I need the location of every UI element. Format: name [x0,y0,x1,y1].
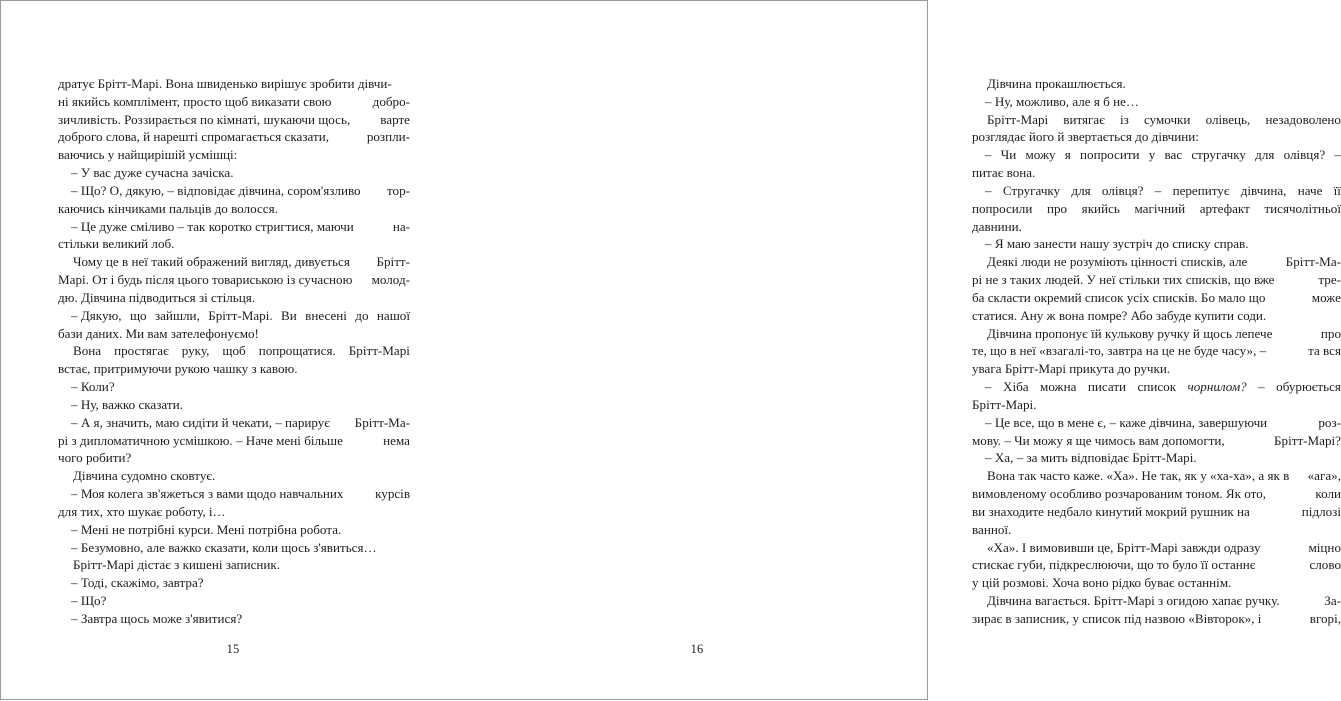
text-line: Дівчина прокашлюється. [987,76,1126,91]
text-line: у цій розмові. Хоча воно рідко буває останнім. [972,575,1232,591]
text-line-dialogue: – Мені не потрібні курси. Мені потрібна робота. [71,521,342,537]
text-line-dialogue: – Тоді, скажімо, завтра? [71,575,204,591]
text-line-dialogue: – Чи можу я попросити у вас стругачку для олівця? – [985,147,1341,163]
text-line-dialogue: – Хіба можна писати список чорнилом? – обурюється [985,379,1341,395]
text-line-dialogue: – Коли? [71,379,115,395]
text-line-dialogue: – Дякую, що зайшли, Брітт-Марі. Ви внесені до нашої [71,307,410,323]
page-right [465,1,1341,701]
text-line: Дівчина вагається. Брітт-Марі з огидою хапає ручку. За- [987,593,1341,609]
text-line-dialogue: – Що? О, дякую, – відповідає дівчина, сором'язливо тор- [71,182,410,198]
text-line: для тих, хто шукає роботу, і… [58,503,226,519]
text-line-dialogue: – Моя колега зв'яжеться з вами щодо навчальних курсів [71,486,410,502]
text-line: зичливість. Роззирається по кімнаті, шукаючи щось, варте [58,111,410,127]
text-line: чого робити? [58,450,132,466]
text-line: ванної. [972,521,1012,537]
text-line: стільки великий лоб. [58,236,175,252]
left-page-text-column [58,75,410,628]
text-line-dialogue: – Що? [71,593,107,609]
text-line-dialogue: – Завтра щось може з'явитися? [71,610,243,626]
text-line: дратує Брітт-Марі. Вона швиденько вирішує зробити дівчи- [58,76,392,91]
text-line-dialogue: – У вас дуже сучасна зачіска. [71,165,234,181]
text-line: те, що в неї «взагалі-то, завтра на це не буде часу», – та вся [972,343,1341,359]
text-line-dialogue: – Це дуже сміливо – так коротко стригтися, маючи на- [71,218,410,234]
text-line-dialogue: – Ну, можливо, але я б не… [985,93,1140,109]
text-line: Вона так часто каже. «Ха». Не так, як у «ха-ха», а як в «ага», [987,468,1341,484]
text-line: вимовленому особливо розчарованим тоном. Як ото, коли [972,486,1341,502]
text-line: встає, притримуючи рукою чашку з кавою. [58,361,298,377]
text-line: ні якийсь комплімент, просто щоб виказати свою добро- [58,93,410,109]
text-line: попросили про якийсь магічний артефакт тисячолітньої [972,200,1341,216]
text-line: розглядає його й звертається до дівчини: [972,129,1199,145]
text-line: каючись кінчиками пальців до волосся. [58,200,278,216]
text-line-dialogue: – Безумовно, але важко сказати, коли щось з'явиться… [71,539,377,555]
right-page-text-column [972,75,1341,628]
text-line-dialogue: – Це все, що в мене є, – каже дівчина, завершуючи роз- [985,414,1341,430]
text-line: Брітт-Марі витягає із сумочки олівець, незадоволено [987,111,1341,127]
text-line: Деякі люди не розуміють цінності списків, але Брітт-Ма- [987,254,1341,270]
text-line: рі з дипломатичною усмішкою. – Наче мені більше нема [58,432,410,448]
text-line: рі не з таких людей. У неї стільки тих списків, що вже тре- [972,272,1341,288]
text-line: Брітт-Марі дістає з кишені записник. [73,557,281,573]
text-line: увага Брітт-Марі прикута до ручки. [972,361,1171,377]
text-line: ваючись у найщирішій усмішці: [58,147,238,163]
text-line: Чому це в неї такий ображений вигляд, дивується Брітт- [73,254,410,270]
text-line: бази даних. Ми вам зателефонуємо! [58,325,259,341]
text-line: статися. Ану ж вона помре? Або забуде купити соди. [972,307,1267,323]
text-line: доброго слова, й нарешті спромагається сказати, розпли- [58,129,410,145]
text-line-dialogue: – Ха, – за мить відповідає Брітт-Марі. [985,450,1197,466]
text-line-dialogue: – А я, значить, маю сидіти й чекати, – парирує Брітт-Ма- [71,414,410,430]
text-line: ба скласти окремий список усіх списків. Бо мало що може [972,289,1341,305]
text-line-dialogue: – Стругачку для олівця? – перепитує дівчина, наче її [985,182,1341,198]
text-line: ви знаходите недбало кинутий мокрий рушник на підлозі [972,503,1341,519]
text-line: стискає губи, підкреслюючи, що то було її останнє слово [972,557,1341,573]
text-line: зирає в записник, у список під назвою «Вівторок», і вгорі, [972,610,1341,626]
page-left [1,1,465,701]
text-line-dialogue: – Ну, важко сказати. [71,396,183,412]
text-line: Вона простягає руку, щоб попрощатися. Брітт-Марі [73,343,410,359]
text-line: дю. Дівчина підводиться зі стільця. [58,289,256,305]
text-line-dialogue: – Я маю занести нашу зустріч до списку справ. [985,236,1249,252]
text-line: давнини. [972,218,1022,234]
text-line: питає вона. [972,165,1036,181]
text-line: «Ха». І вимовивши це, Брітт-Марі завжди одразу міцно [987,539,1341,555]
text-line: Брітт-Марі. [972,396,1037,412]
page-number-right: 16 [690,641,704,656]
text-line: Дівчина судомно сковтує. [73,468,216,484]
text-line: Марі. От і будь після цього товариською із сучасною молод- [58,272,410,288]
page-number-left: 15 [226,641,240,656]
text-line: мову. – Чи можу я ще чимось вам допомогти, Брітт-Марі? [972,432,1341,448]
text-line: Дівчина пропонує їй кулькову ручку й щось лепече про [987,325,1341,341]
